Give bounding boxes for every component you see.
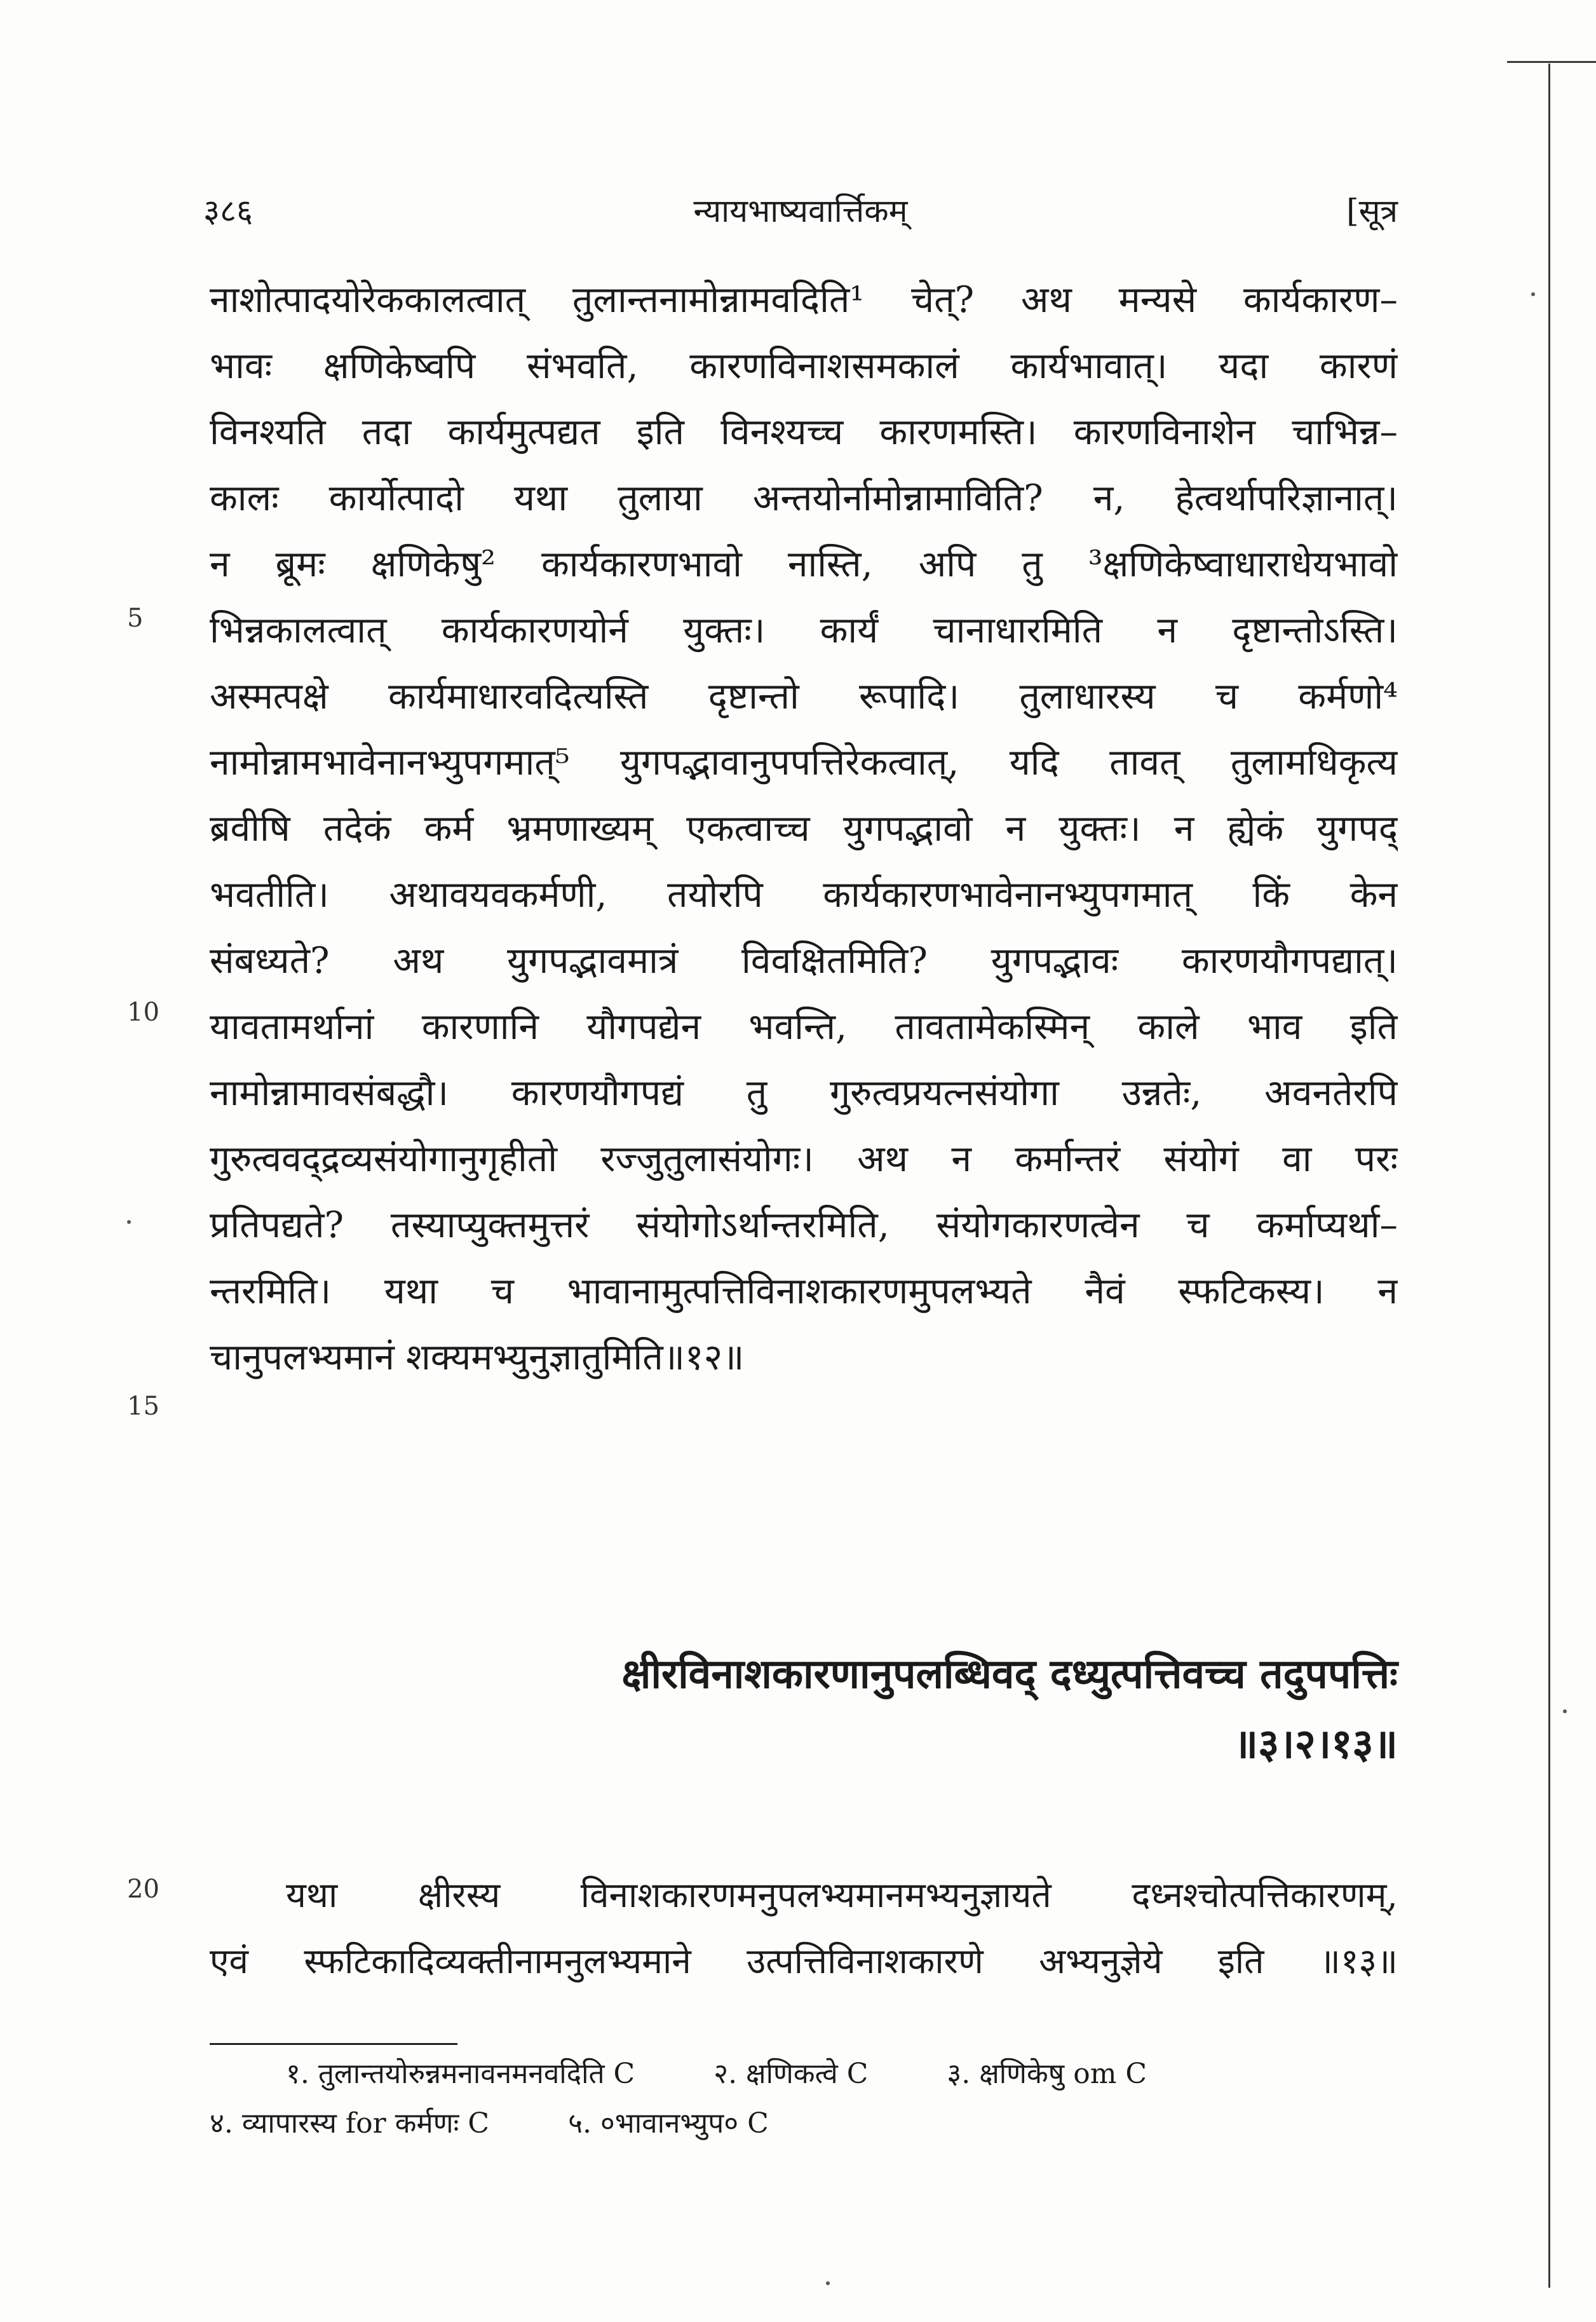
sutra-text: क्षीरविनाशकारणानुपलब्धिवद् दध्युत्पत्तिवच्च तदुपपत्तिः xyxy=(621,1650,1398,1698)
text-line: विनश्यति तदा कार्यमुत्पद्यत इति विनश्यच्च कारणमस्ति। कारणविनाशेन चाभिन्न– xyxy=(210,411,1398,453)
text-line: नामोन्नामभावेनानभ्युपगमात्⁵ युगपद्भावानुपपत्तिरेकत्वात्, यदि तावत् तुलामधिकृत्य xyxy=(210,742,1398,784)
text-line: नामोन्नामावसंबद्धौ। कारणयौगपद्यं तु गुरुत्वप्रयत्नसंयोगा उन्नतेः, अवनतेरपि xyxy=(210,1072,1398,1114)
scan-speck xyxy=(1563,1709,1567,1713)
text-line: न्तरमिति। यथा च भावानामुत्पत्तिविनाशकारणमुपलभ्यते नैवं स्फटिकस्य। न xyxy=(210,1270,1398,1312)
footnote-line xyxy=(210,2049,1398,2099)
text-line: गुरुत्ववद्द्रव्यसंयोगानुगृहीतो रज्जुतुलासंयोगः। अथ न कर्मान्तरं संयोगं वा परः xyxy=(210,1138,1398,1180)
commentary-text xyxy=(210,1862,1398,1994)
text-line: प्रतिपद्यते? तस्याप्युक्तमुत्तरं संयोगोऽर्थान्तरमिति, संयोगकारणत्वेन च कर्माप्यर्था– xyxy=(210,1204,1398,1246)
footnote-4: ४. व्यापारस्य for कर्मणः C xyxy=(210,2107,490,2140)
scan-edge-top xyxy=(1507,61,1596,63)
running-header xyxy=(203,188,1398,239)
text-line: कालः कार्योत्पादो यथा तुलाया अन्तयोर्नामोन्नामाविति? न, हेत्वर्थापरिज्ञानात्। xyxy=(210,477,1398,519)
text-line: यावतामर्थानां कारणानि यौगपद्येन भवन्ति, तावतामेकस्मिन् काले भाव इति xyxy=(210,1006,1398,1048)
sutra-number: ॥३।२।१३॥ xyxy=(1233,1720,1398,1768)
text-line: भावः क्षणिकेष्वपि संभवति, कारणविनाशसमकालं कार्यभावात्। यदा कारणं xyxy=(210,345,1398,387)
main-text xyxy=(210,267,1398,1390)
text-line: भिन्नकालत्वात् कार्यकारणयोर्न युक्तः। कार्यं चानाधारमिति न दृष्टान्तोऽस्ति। xyxy=(210,609,1398,651)
commentary-line: एवं स्फटिकादिव्यक्तीनामनुलभ्यमाने उत्पत्तिविनाशकारणे अभ्यनुज्ञेये इति ॥१३॥ xyxy=(210,1941,1398,1981)
text-line: भवतीति। अथावयवकर्मणी, तयोरपि कार्यकारणभावेनानभ्युपगमात् किं केन xyxy=(210,874,1398,916)
footnote-rule xyxy=(210,2043,457,2045)
book-title: न्यायभाष्यवार्त्तिकम् xyxy=(693,193,908,229)
line-number-5: 5 xyxy=(127,604,144,633)
sutra-heading xyxy=(210,1640,1398,1779)
footnote-2: २. क्षणिकत्वे C xyxy=(713,2058,869,2090)
footnote-3: ३. क्षणिकेषु om C xyxy=(947,2058,1147,2090)
text-line: ब्रवीषि तदेकं कर्म भ्रमणाख्यम् एकत्वाच्च युगपद्भावो न युक्तः। न ह्येकं युगपद् xyxy=(210,808,1398,850)
scan-speck xyxy=(826,2281,830,2285)
commentary-line: यथा क्षीरस्य विनाशकारणमनुपलभ्यमानमभ्यनुज्ञायते दध्नश्चोत्पत्तिकारणम्, xyxy=(286,1875,1398,1915)
section-label: [सूत्र xyxy=(1346,193,1398,229)
text-line: अस्मत्पक्षे कार्यमाधारवदित्यस्ति दृष्टान्तो रूपादि। तुलाधारस्य च कर्मणो⁴ xyxy=(210,676,1398,717)
text-line: चानुपलभ्यमानं शक्यमभ्युनुज्ञातुमिति॥१२॥ xyxy=(210,1336,745,1378)
line-number-10: 10 xyxy=(127,998,159,1027)
footnotes xyxy=(210,2049,1398,2149)
line-number-20: 20 xyxy=(127,1875,159,1904)
scan-speck xyxy=(127,1220,131,1224)
text-line: न ब्रूमः क्षणिकेषु² कार्यकारणभावो नास्ति, अपि तु ³क्षणिकेष्वाधाराधेयभावो xyxy=(210,543,1398,585)
footnote-5: ५. ०भावानभ्युप० C xyxy=(568,2107,769,2140)
scan-speck xyxy=(1531,292,1535,296)
line-number-15: 15 xyxy=(127,1392,159,1421)
text-line: संबध्यते? अथ युगपद्भावमात्रं विवक्षितमिति? युगपद्भावः कारणयौगपद्यात्। xyxy=(210,940,1398,982)
text-line: नाशोत्पादयोरेककालत्वात् तुलान्तनामोन्नामवदिति¹ चेत्? अथ मन्यसे कार्यकारण– xyxy=(210,279,1398,321)
page-number: ३८६ xyxy=(203,193,253,229)
footnote-line xyxy=(210,2099,1398,2149)
footnote-1: १. तुलान्तयोरुन्नमनावनमनवदिति C xyxy=(286,2058,635,2090)
scan-edge-line xyxy=(1548,64,1550,2288)
